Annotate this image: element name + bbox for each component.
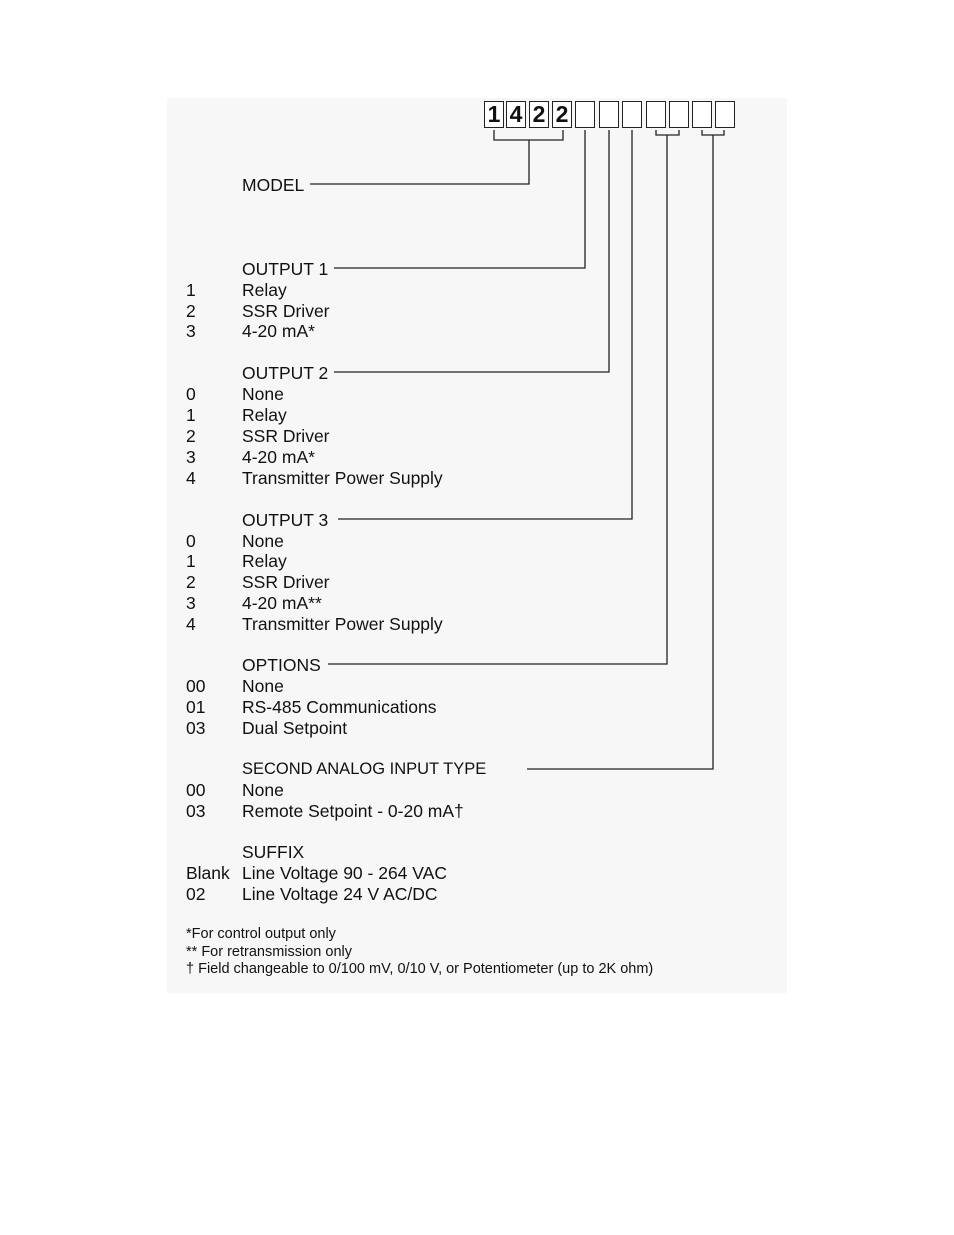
output1-label-2: SSR Driver xyxy=(242,301,330,321)
output2-digit xyxy=(599,101,619,128)
model-digit-1: 1 xyxy=(484,101,504,128)
output1-digit xyxy=(575,101,595,128)
output3-label-3: SSR Driver xyxy=(242,572,330,592)
options-label-3: Dual Setpoint xyxy=(242,718,348,738)
second-input-label-2: Remote Setpoint - 0-20 mA† xyxy=(242,801,464,821)
output3-code-1: 0 xyxy=(186,531,196,551)
suffix-label-2: Line Voltage 24 V AC/DC xyxy=(242,884,438,904)
output2-label-4: 4-20 mA* xyxy=(242,447,315,467)
footnote-field-changeable: † Field changeable to 0/100 mV, 0/10 V, or Potentiometer (up to 2K ohm) xyxy=(186,961,654,977)
second-input-digit-2 xyxy=(715,101,735,128)
options-digit-2 xyxy=(669,101,689,128)
output1-label-1: Relay xyxy=(242,280,287,300)
output2-code-1: 0 xyxy=(186,384,196,404)
output3-label-2: Relay xyxy=(242,551,287,571)
output2-label-3: SSR Driver xyxy=(242,426,330,446)
model-digit-3: 2 xyxy=(529,101,549,128)
options-code-1: 00 xyxy=(186,676,206,696)
output1-code-3: 3 xyxy=(186,321,196,341)
second-input-bracket xyxy=(527,130,724,769)
output1-heading: OUTPUT 1 xyxy=(242,259,329,279)
output1-code-1: 1 xyxy=(186,280,196,300)
footnote-retransmission: ** For retransmission only xyxy=(186,944,352,960)
options-label-2: RS-485 Communications xyxy=(242,697,437,717)
options-code-3: 03 xyxy=(186,718,206,738)
output1-code-2: 2 xyxy=(186,301,196,321)
output3-label-1: None xyxy=(242,531,284,551)
second-input-digit-1 xyxy=(692,101,712,128)
output2-label-2: Relay xyxy=(242,405,287,425)
suffix-code-2: 02 xyxy=(186,884,206,904)
model-heading: MODEL xyxy=(242,175,305,195)
output2-code-2: 1 xyxy=(186,405,196,425)
second-input-code-1: 00 xyxy=(186,780,206,800)
output3-code-4: 3 xyxy=(186,593,196,613)
suffix-code-1: Blank xyxy=(186,863,230,883)
footnote-control-output: *For control output only xyxy=(186,926,336,942)
output2-code-4: 3 xyxy=(186,447,196,467)
output2-heading: OUTPUT 2 xyxy=(242,363,329,383)
output3-code-5: 4 xyxy=(186,614,196,634)
second-input-heading: SECOND ANALOG INPUT TYPE xyxy=(242,760,487,778)
output3-label-5: Transmitter Power Supply xyxy=(242,614,443,634)
output2-label-5: Transmitter Power Supply xyxy=(242,468,443,488)
output3-digit xyxy=(622,101,642,128)
output3-code-3: 2 xyxy=(186,572,196,592)
options-bracket xyxy=(328,130,679,664)
output1-leader xyxy=(334,130,585,268)
output2-label-1: None xyxy=(242,384,284,404)
output2-code-5: 4 xyxy=(186,468,196,488)
second-input-code-2: 03 xyxy=(186,801,206,821)
suffix-label-1: Line Voltage 90 - 264 VAC xyxy=(242,863,447,883)
output3-heading: OUTPUT 3 xyxy=(242,510,329,530)
output3-code-2: 1 xyxy=(186,551,196,571)
options-digit-1 xyxy=(646,101,666,128)
model-digit-2: 4 xyxy=(506,101,526,128)
options-heading: OPTIONS xyxy=(242,655,321,675)
options-code-2: 01 xyxy=(186,697,206,717)
suffix-heading: SUFFIX xyxy=(242,842,305,862)
output3-leader xyxy=(338,130,632,519)
model-bracket xyxy=(310,130,563,184)
second-input-label-1: None xyxy=(242,780,284,800)
output2-leader xyxy=(334,130,609,372)
output3-label-4: 4-20 mA** xyxy=(242,593,322,613)
output2-code-3: 2 xyxy=(186,426,196,446)
output1-label-3: 4-20 mA* xyxy=(242,321,315,341)
options-label-1: None xyxy=(242,676,284,696)
model-digit-4: 2 xyxy=(552,101,572,128)
